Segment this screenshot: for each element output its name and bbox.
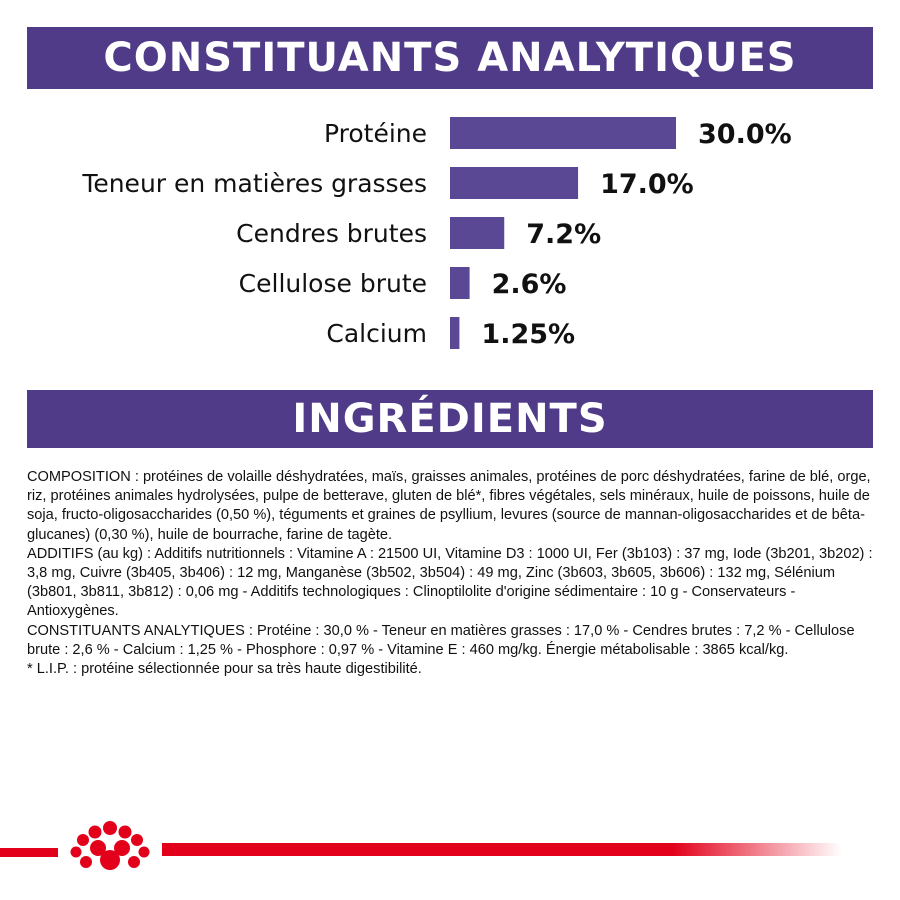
bar — [450, 117, 676, 149]
value-label: 17.0% — [600, 169, 694, 200]
bar — [450, 217, 504, 249]
category-label: Cellulose brute — [238, 269, 427, 298]
footnote-paragraph: * L.I.P. : protéine sélectionnée pour sa très haute digestibilité. — [27, 661, 422, 678]
ingredients-banner — [27, 390, 873, 448]
value-label: 2.6% — [491, 269, 567, 300]
royal-canin-crown-icon — [62, 818, 158, 876]
additives-paragraph: ADDITIFS (au kg) : Additifs nutritionnels : Vitamine A : 21500 UI, Vitamine D3 : 1000 UI, Fer (3b103) : 37 mg, Iode (3b201, 3b202) : 3,8 mg, Cuivre (3b405, 3b406) : 12 mg, Manganèse (3b502, 3b504) : 49 mg, Zinc (3b603, 3b605, 3b606) : 132 mg, Sélénium (3b801, 3b811, 3b812) : 0,06 mg - Additifs technologiques : Clinoptilolite d'origine sédimentaire : 10 g - Conservateurs - Antioxygènes. — [27, 545, 873, 620]
category-label: Calcium — [326, 319, 427, 348]
analytics-bar-chart — [0, 100, 900, 370]
analytics-title: CONSTITUANTS ANALYTIQUES — [103, 35, 797, 81]
category-label: Teneur en matières grasses — [82, 169, 427, 198]
footer-red-line-left — [0, 848, 58, 857]
value-label: 30.0% — [698, 119, 792, 150]
bar — [450, 267, 470, 299]
footer-red-line-right — [162, 843, 842, 856]
ingredients-title: INGRÉDIENTS — [292, 396, 608, 442]
category-label: Cendres brutes — [236, 219, 427, 248]
analytics-paragraph: CONSTITUANTS ANALYTIQUES : Protéine : 30,0 % - Teneur en matières grasses : 17,0 % - Cendres brutes : 7,2 % - Cellulose brute : 2,6 % - Calcium : 1,25 % - Phosphore : 0,97 % - Vitamine E : 460 mg/kg. Énergie métabolisable : 3865 kcal/kg. — [27, 622, 855, 658]
bar — [450, 167, 578, 199]
category-label: Protéine — [323, 119, 427, 148]
ingredients-text — [27, 468, 877, 679]
value-label: 7.2% — [526, 219, 602, 250]
analytics-banner — [27, 27, 873, 89]
bar — [450, 317, 459, 349]
composition-paragraph: COMPOSITION : protéines de volaille déshydratées, maïs, graisses animales, protéines de porc déshydratées, farine de blé, orge, riz, protéines animales hydrolysées, pulpe de betterave, gluten de blé*, fibres végétales, sels minéraux, huile de poissons, huile de soja, fructo-oligosaccharides (0,50 %), téguments et graines de psyllium, levures (source de mannan-oligosaccharides et de bêta-glucanes) (0,30 %), huile de bourrache, farine de tagète. — [27, 469, 871, 543]
value-label: 1.25% — [481, 319, 576, 350]
